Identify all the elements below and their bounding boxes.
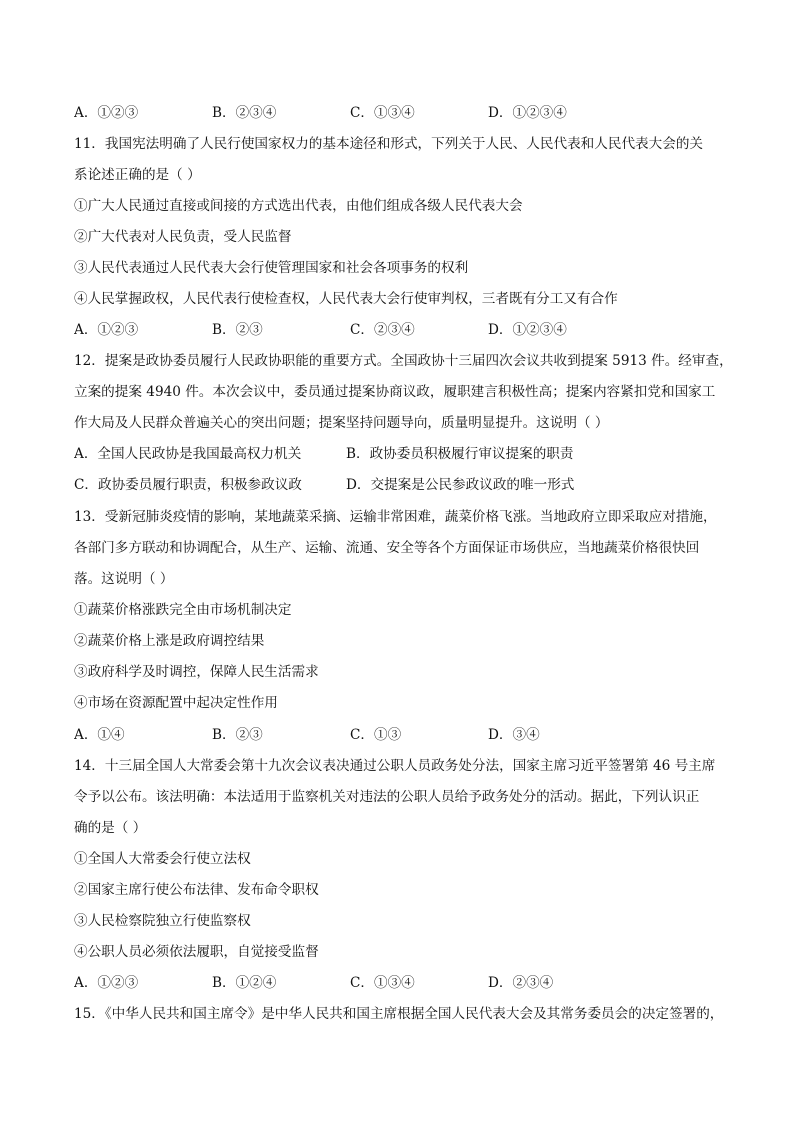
option-d[interactable]: D．②③④ [488,975,554,991]
q11-stem-line-2: 系论述正确的是（ ） [74,167,201,183]
q13-item-4: ④市场在资源配置中起决定性作用 [74,695,278,711]
q11-item-3: ③人民代表通过人民代表大会行使管理国家和社会各项事务的权利 [74,260,469,276]
q11-stem-line-1: 11．我国宪法明确了人民行使国家权力的基本途径和形式，下列关于人民、人民代表和人民代表大会的关 [74,136,704,152]
prev-options [74,103,754,123]
option-a[interactable]: A．①②③ [74,322,139,338]
q14-item-1: ①全国人大常委会行使立法权 [74,851,251,867]
option-b[interactable]: B．②③ [212,727,263,743]
q12-options-row-2 [74,475,754,495]
option-b[interactable]: B．②③④ [212,105,277,121]
q14-stem-line-1: 14．十三届全国人大常委会第十九次会议表决通过公职人员政务处分法，国家主席习近平签署第 46 号主席 [74,758,716,774]
option-a[interactable]: A．全国人民政协是我国最高权力机关 [74,446,302,462]
q14-item-4: ④公职人员必须依法履职，自觉接受监督 [74,944,319,960]
q11-item-1: ①广大人民通过直接或间接的方式选出代表，由他们组成各级人民代表大会 [74,198,523,214]
q15-stem-line-1: 15．《中华人民共和国主席令》是中华人民共和国主席根据全国人民代表大会及其常务委员会的决定签署的， [74,1006,724,1022]
q12-stem-line-1: 12．提案是政协委员履行人民政协职能的重要方式。全国政协十三届四次会议共收到提案 5913 件。经审查， [74,353,733,369]
option-c[interactable]: C．政协委员履行职责，积极参政议政 [74,477,302,493]
option-b[interactable]: B．②③ [212,322,263,338]
option-c[interactable]: C．①③④ [350,105,415,121]
q13-stem-line-2: 各部门多方联动和协调配合，从生产、运输、流通、安全等各个方面保证市场供应，当地蔬菜价格很快回 [74,540,700,556]
option-b[interactable]: B．政协委员积极履行审议提案的职责 [346,446,574,462]
q11-item-2: ②广大代表对人民负责，受人民监督 [74,229,292,245]
q14-stem-line-2: 令予以公布。该法明确：本法适用于监察机关对违法的公职人员给予政务处分的活动。据此，下列认识正 [74,789,700,805]
q12-stem-line-3: 作大局及人民群众普遍关心的突出问题；提案坚持问题导向，质量明显提升。这说明（ ） [74,415,609,431]
option-a[interactable]: A．①②③ [74,105,139,121]
option-a[interactable]: A．①②③ [74,975,139,991]
option-d[interactable]: D．①②③④ [488,322,567,338]
option-c[interactable]: C．②③④ [350,322,415,338]
q13-item-3: ③政府科学及时调控，保障人民生活需求 [74,664,319,680]
option-c[interactable]: C．①③ [350,727,402,743]
q13-item-1: ①蔬菜价格涨跌完全由市场机制决定 [74,602,292,618]
option-c[interactable]: C．①③④ [350,975,415,991]
q13-stem-line-3: 落。这说明（ ） [74,571,174,587]
q13-stem-line-1: 13．受新冠肺炎疫情的影响，某地蔬菜采摘、运输非常困难，蔬菜价格飞涨。当地政府立即采取应对措施， [74,509,717,525]
q11-item-4: ④人民掌握政权，人民代表行使检查权，人民代表大会行使审判权，三者既有分工又有合作 [74,291,618,307]
option-a[interactable]: A．①④ [74,727,125,743]
q13-item-2: ②蔬菜价格上涨是政府调控结果 [74,633,265,649]
q13-options [74,725,754,745]
q14-item-2: ②国家主席行使公布法律、发布命令职权 [74,882,319,898]
option-b[interactable]: B．①②④ [212,975,277,991]
q14-stem-line-3: 确的是（ ） [74,820,147,836]
q12-options-row-1 [74,444,754,464]
q14-item-3: ③人民检察院独立行使监察权 [74,913,251,929]
q11-options [74,320,754,340]
option-d[interactable]: D．①②③④ [488,105,567,121]
q14-options [74,973,754,993]
option-d[interactable]: D．③④ [488,727,540,743]
option-d[interactable]: D．交提案是公民参政议政的唯一形式 [346,477,575,493]
q12-stem-line-2: 立案的提案 4940 件。本次会议中，委员通过提案协商议政，履职建言积极性高；提案内容紧扣党和国家工 [74,384,716,400]
